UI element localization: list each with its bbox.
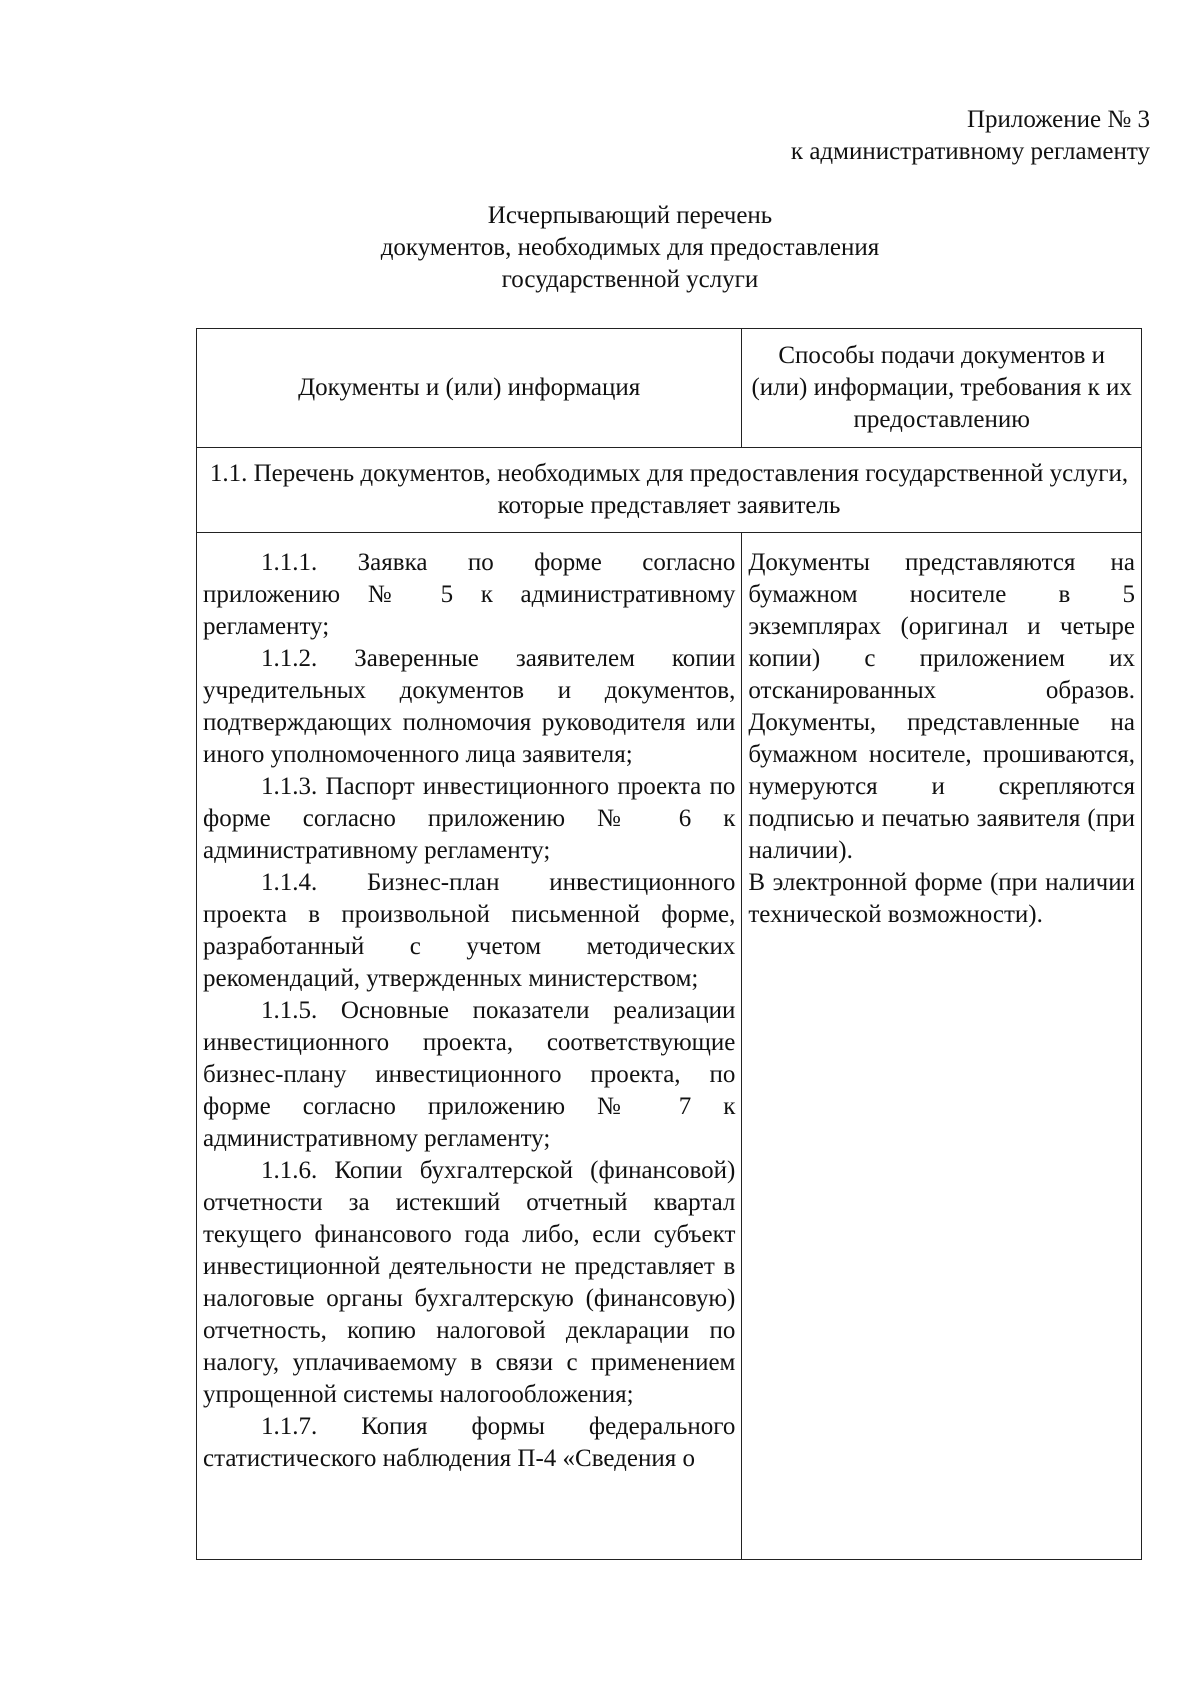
appendix-number: Приложение № 3 bbox=[966, 106, 1150, 133]
section-row bbox=[197, 448, 1142, 533]
document-item-1-1-3: 1.1.3. Паспорт инвестиционного проекта по форме согласно приложению № 6 к административному регламенту; bbox=[203, 773, 736, 864]
header-documents: Документы и (или) информация bbox=[197, 329, 742, 448]
table-row bbox=[197, 533, 1142, 1560]
document-item-1-1-1: 1.1.1. Заявка по форме согласно приложению № 5 к административному регламенту; bbox=[203, 549, 736, 640]
document-item-1-1-6: 1.1.6. Копии бухгалтерской (финансовой) отчетности за истекший отчетный квартал текущего финансового года либо, если субъект инвестиционной деятельности не представляет в налоговые органы бухгалтерскую (финансовую) отчетность, копию налоговой декларации по налогу, уплачиваемому в связи с применением упрощенной системы налогообложения; bbox=[203, 1157, 736, 1408]
title-line-3: государственной услуги bbox=[501, 266, 759, 293]
method-electronic: В электронной форме (при наличии технической возможности). bbox=[748, 869, 1135, 928]
documents-table bbox=[196, 328, 1142, 1560]
section-1-1-heading: 1.1. Перечень документов, необходимых для предоставления государственной услуги, которые представляет заявитель bbox=[197, 448, 1142, 533]
document-item-1-1-5: 1.1.5. Основные показатели реализации инвестиционного проекта, соответствующие бизнес-плану инвестиционного проекта, по форме согласно приложению № 7 к административному регламенту; bbox=[203, 997, 736, 1152]
document-item-1-1-7: 1.1.7. Копия формы федерального статистического наблюдения П-4 «Сведения о bbox=[203, 1413, 736, 1472]
appendix-reference bbox=[791, 104, 1150, 168]
header-methods: Способы подачи документов и (или) информации, требования к их предоставлению bbox=[742, 329, 1142, 448]
method-paper: Документы представляются на бумажном носителе в 5 экземплярах (оригинал и четыре копии) с приложением их отсканированных образов. Документы, представленные на бумажном носителе, прошиваются, нумеруются и скрепляются подписью и печатью заявителя (при наличии). bbox=[748, 549, 1135, 864]
title-line-2: документов, необходимых для предоставления bbox=[380, 234, 880, 261]
document-item-1-1-4: 1.1.4. Бизнес-план инвестиционного проекта в произвольной письменной форме, разработанный с учетом методических рекомендаций, утвержденных министерством; bbox=[203, 869, 736, 992]
appendix-regulation: к административному регламенту bbox=[790, 138, 1150, 165]
document-item-1-1-2: 1.1.2. Заверенные заявителем копии учредительных документов и документов, подтверждающих полномочия руководителя или иного уполномоченного лица заявителя; bbox=[203, 645, 736, 768]
document-title bbox=[300, 200, 960, 296]
table-header-row bbox=[197, 329, 1142, 448]
title-line-1: Исчерпывающий перечень bbox=[487, 202, 773, 229]
documents-list bbox=[197, 533, 742, 1560]
submission-methods bbox=[742, 533, 1142, 1560]
